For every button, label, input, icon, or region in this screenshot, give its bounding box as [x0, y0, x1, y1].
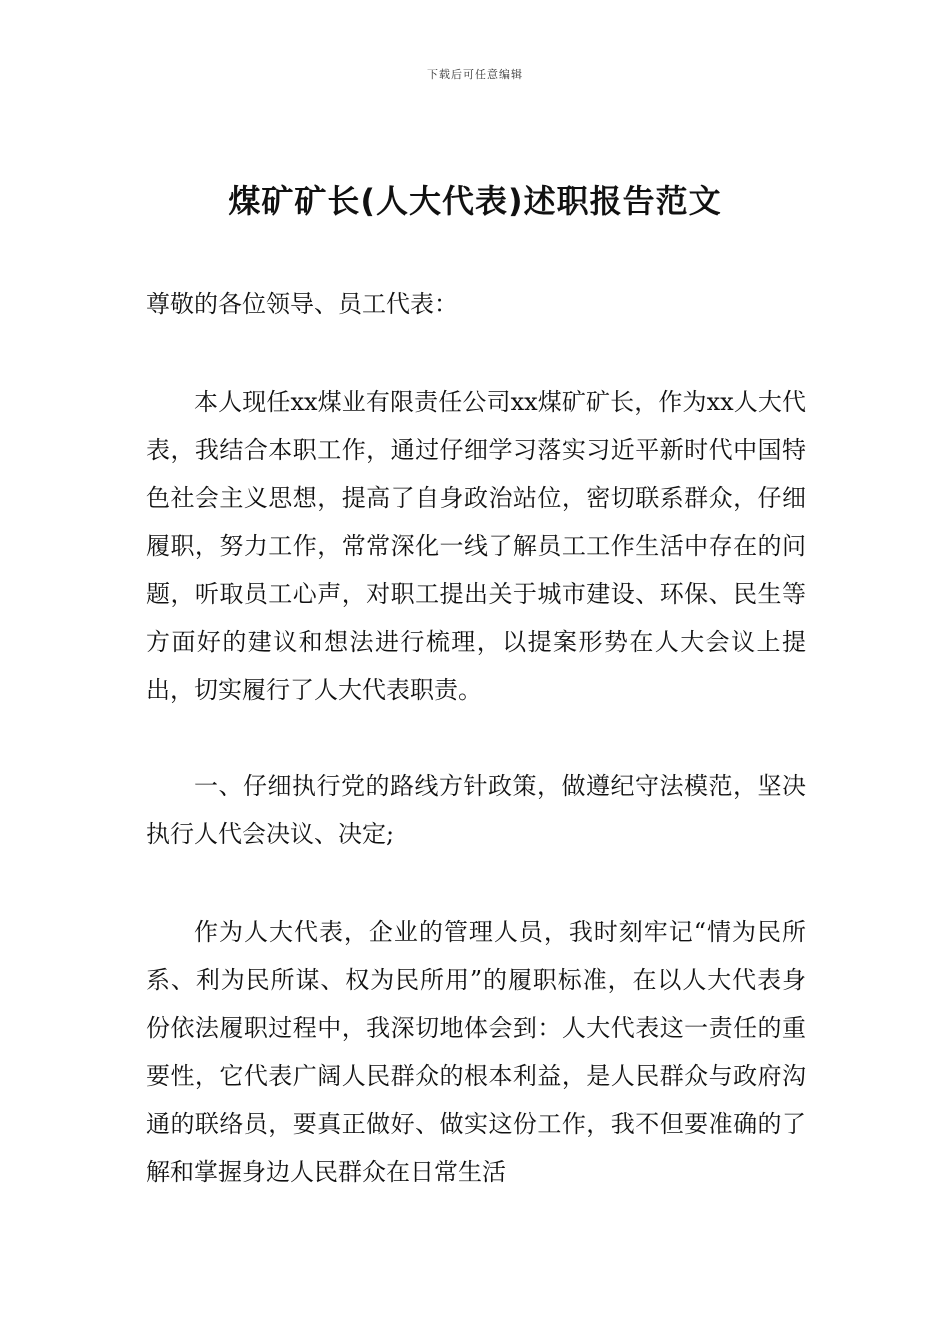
paragraph-section-heading: 一、仔细执行党的路线方针政策，做遵纪守法模范，坚决执行人代会决议、决定;: [146, 772, 806, 848]
paragraph-intro: 本人现任xx煤业有限责任公司xx煤矿矿长，作为xx人大代表，我结合本职工作，通过仔细学习落实习近平新时代中国特色社会主义思想，提高了自身政治站位，密切联系群众，仔细履职，努力工作，常常深化一线了解员工工作生活中存在的问题，听取员工心声，对职工提出关于城市建设、环保、民生等方面好的建议和想法进行梳理，以提案形势在人大会议上提出，切实履行了人大代表职责。: [146, 388, 806, 704]
header-note: 下载后可任意编辑: [427, 68, 523, 81]
paragraph-body: 作为人大代表，企业的管理人员，我时刻牢记“情为民所系、利为民所谋、权为民所用”的履职标准，在以人大代表身份依法履职过程中，我深切地体会到：人大代表这一责任的重要性，它代表广阔人民群众的根本利益，是人民群众与政府沟通的联络员，要真正做好、做实这份工作，我不但要准确的了解和掌握身边人民群众在日常生活: [146, 918, 806, 1186]
salutation: 尊敬的各位领导、员工代表：: [146, 290, 458, 318]
document-body: [146, 280, 806, 1196]
document-title: 煤矿矿长(人大代表)述职报告范文: [228, 182, 722, 220]
